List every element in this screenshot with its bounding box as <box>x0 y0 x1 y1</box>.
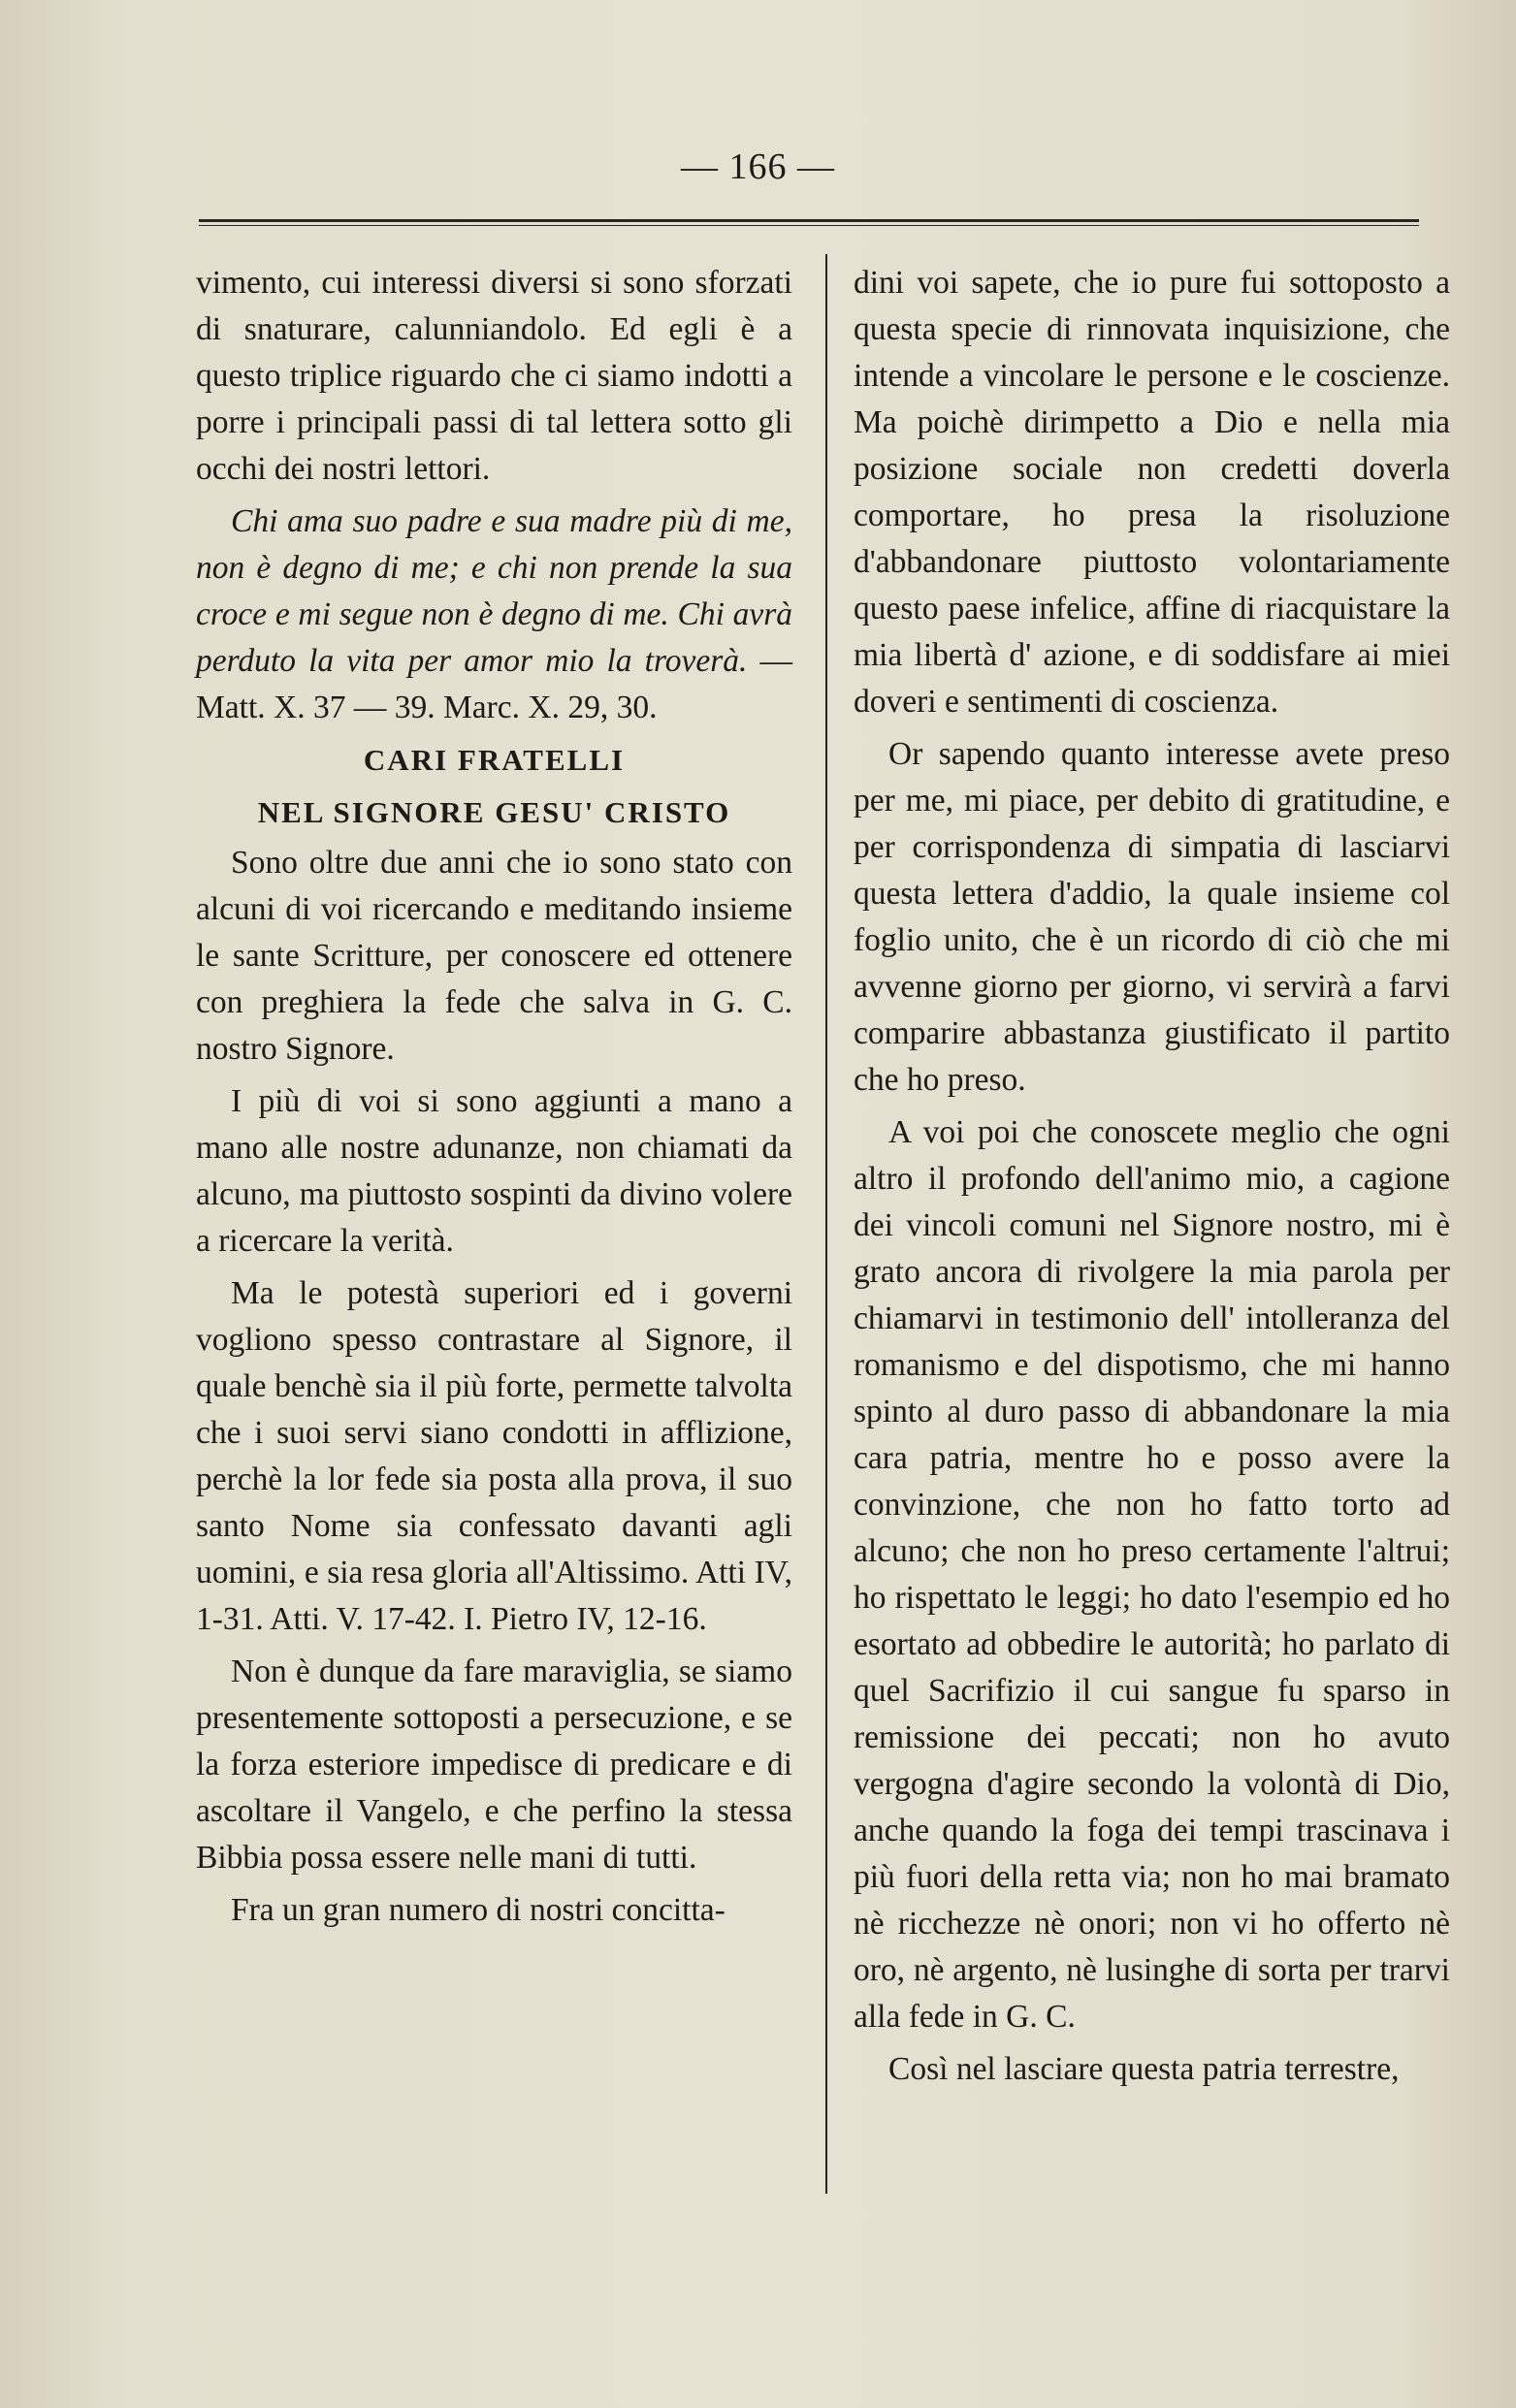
salutation-heading: CARI FRATELLI <box>363 743 626 777</box>
page-number: — 166 — <box>681 146 835 187</box>
scripture-quote <box>196 498 792 731</box>
quote-reference: — Matt. X. 37 — 39. Marc. X. 29, 30. <box>196 643 792 725</box>
quote-text: Chi ama suo padre e sua madre più di me, non è degno di me; e chi non prende la sua croce e mi segue non è degno di me. Chi avrà perduto la vita per amor mio la troverà. <box>196 503 792 679</box>
left-column <box>196 260 792 1940</box>
paragraph: vimento, cui interessi diversi si sono sforzati di snaturare, calunniandolo. Ed egli è a questo triplice riguardo che ci siamo indotti a porre i principali passi di tal lettera sotto gli occhi dei nostri lettori. <box>196 265 792 487</box>
paragraph: Sono oltre due anni che io sono stato con alcuni di voi ricercando e meditando insieme le sante Scritture, per conoscere ed ottenere con preghiera la fede che salva in G. C. nostro Signore. <box>196 845 792 1067</box>
paragraph: Ma le potestà superiori ed i governi vogliono spesso contrastare al Signore, il quale benchè sia il più forte, permette talvolta che i suoi servi siano condotti in afflizione, perchè la lor fede sia posta alla prova, il suo santo Nome sia confessato davanti agli uomini, e sia resa gloria all'Altissimo. Atti IV, 1-31. Atti. V. 17-42. I. Pietro IV, 12-16. <box>196 1275 792 1637</box>
right-column <box>854 260 1450 2099</box>
paragraph: I più di voi si sono aggiunti a mano a mano alle nostre adunanze, non chiamati da alcuno, ma piuttosto sospinti da divino volere a ricercare la verità. <box>196 1083 792 1259</box>
paragraph: A voi poi che conoscete meglio che ogni altro il profondo dell'animo mio, a cagione dei vincoli comuni nel Signore nostro, mi è grato ancora di rivolgere la mia parola per chiamarvi in testimonio dell' intolleranza del romanismo e del dispotismo, che mi hanno spinto al duro passo di abbandonare la mia cara patria, mentre ho e posso avere la convinzione, che non ho fatto torto ad alcuno; che non ho preso certamente l'altrui; ho rispettato le leggi; ho dato l'esempio ed ho esortato ad obbedire le autorità; ho parlato di quel Sacrifizio il cui sangue fu sparso in remissione dei peccati; non ho avuto vergogna d'agire secondo la volontà di Dio, anche quando la foga dei tempi trascinava i più fuori della retta via; non ho mai bramato nè ricchezze nè onori; non vi ho offerto nè oro, nè argento, nè lusinghe di sorta per trarvi alla fede in G. C. <box>854 1114 1450 2035</box>
salutation-subheading: NEL SIGNORE GESU' CRISTO <box>257 795 731 829</box>
column-divider <box>825 254 827 2194</box>
paragraph: Or sapendo quanto interesse avete preso per me, mi piace, per debito di gratitudine, e per corrispondenza di simpatia di lasciarvi questa lettera d'addio, la quale insieme col foglio unito, che è un ricordo di ciò che mi avvenne giorno per giorno, vi servirà a farvi comparire abbastanza giustificato il partito che ho preso. <box>854 736 1450 1098</box>
paragraph: Così nel lasciare questa patria terrestre, <box>888 2051 1400 2087</box>
paragraph: Fra un gran numero di nostri concitta- <box>231 1892 726 1928</box>
paragraph: Non è dunque da fare maraviglia, se siamo presentemente sottoposti a persecuzione, e se la forza esteriore impedisce di predicare e di ascoltare il Vangelo, e che perfino la stessa Bibbia possa essere nelle mani di tutti. <box>196 1653 792 1876</box>
paragraph: dini voi sapete, che io pure fui sottoposto a questa specie di rinnovata inquisizione, che intende a vincolare le persone e le coscienze. Ma poichè dirimpetto a Dio e nella mia posizione sociale non credetti doverla comportare, ho presa la risoluzione d'abbandonare piuttosto volontariamente questo paese infelice, affine di riacquistare la mia libertà d' azione, e di soddisfare ai miei doveri e sentimenti di coscienza. <box>854 265 1450 720</box>
header-rule <box>199 219 1419 226</box>
